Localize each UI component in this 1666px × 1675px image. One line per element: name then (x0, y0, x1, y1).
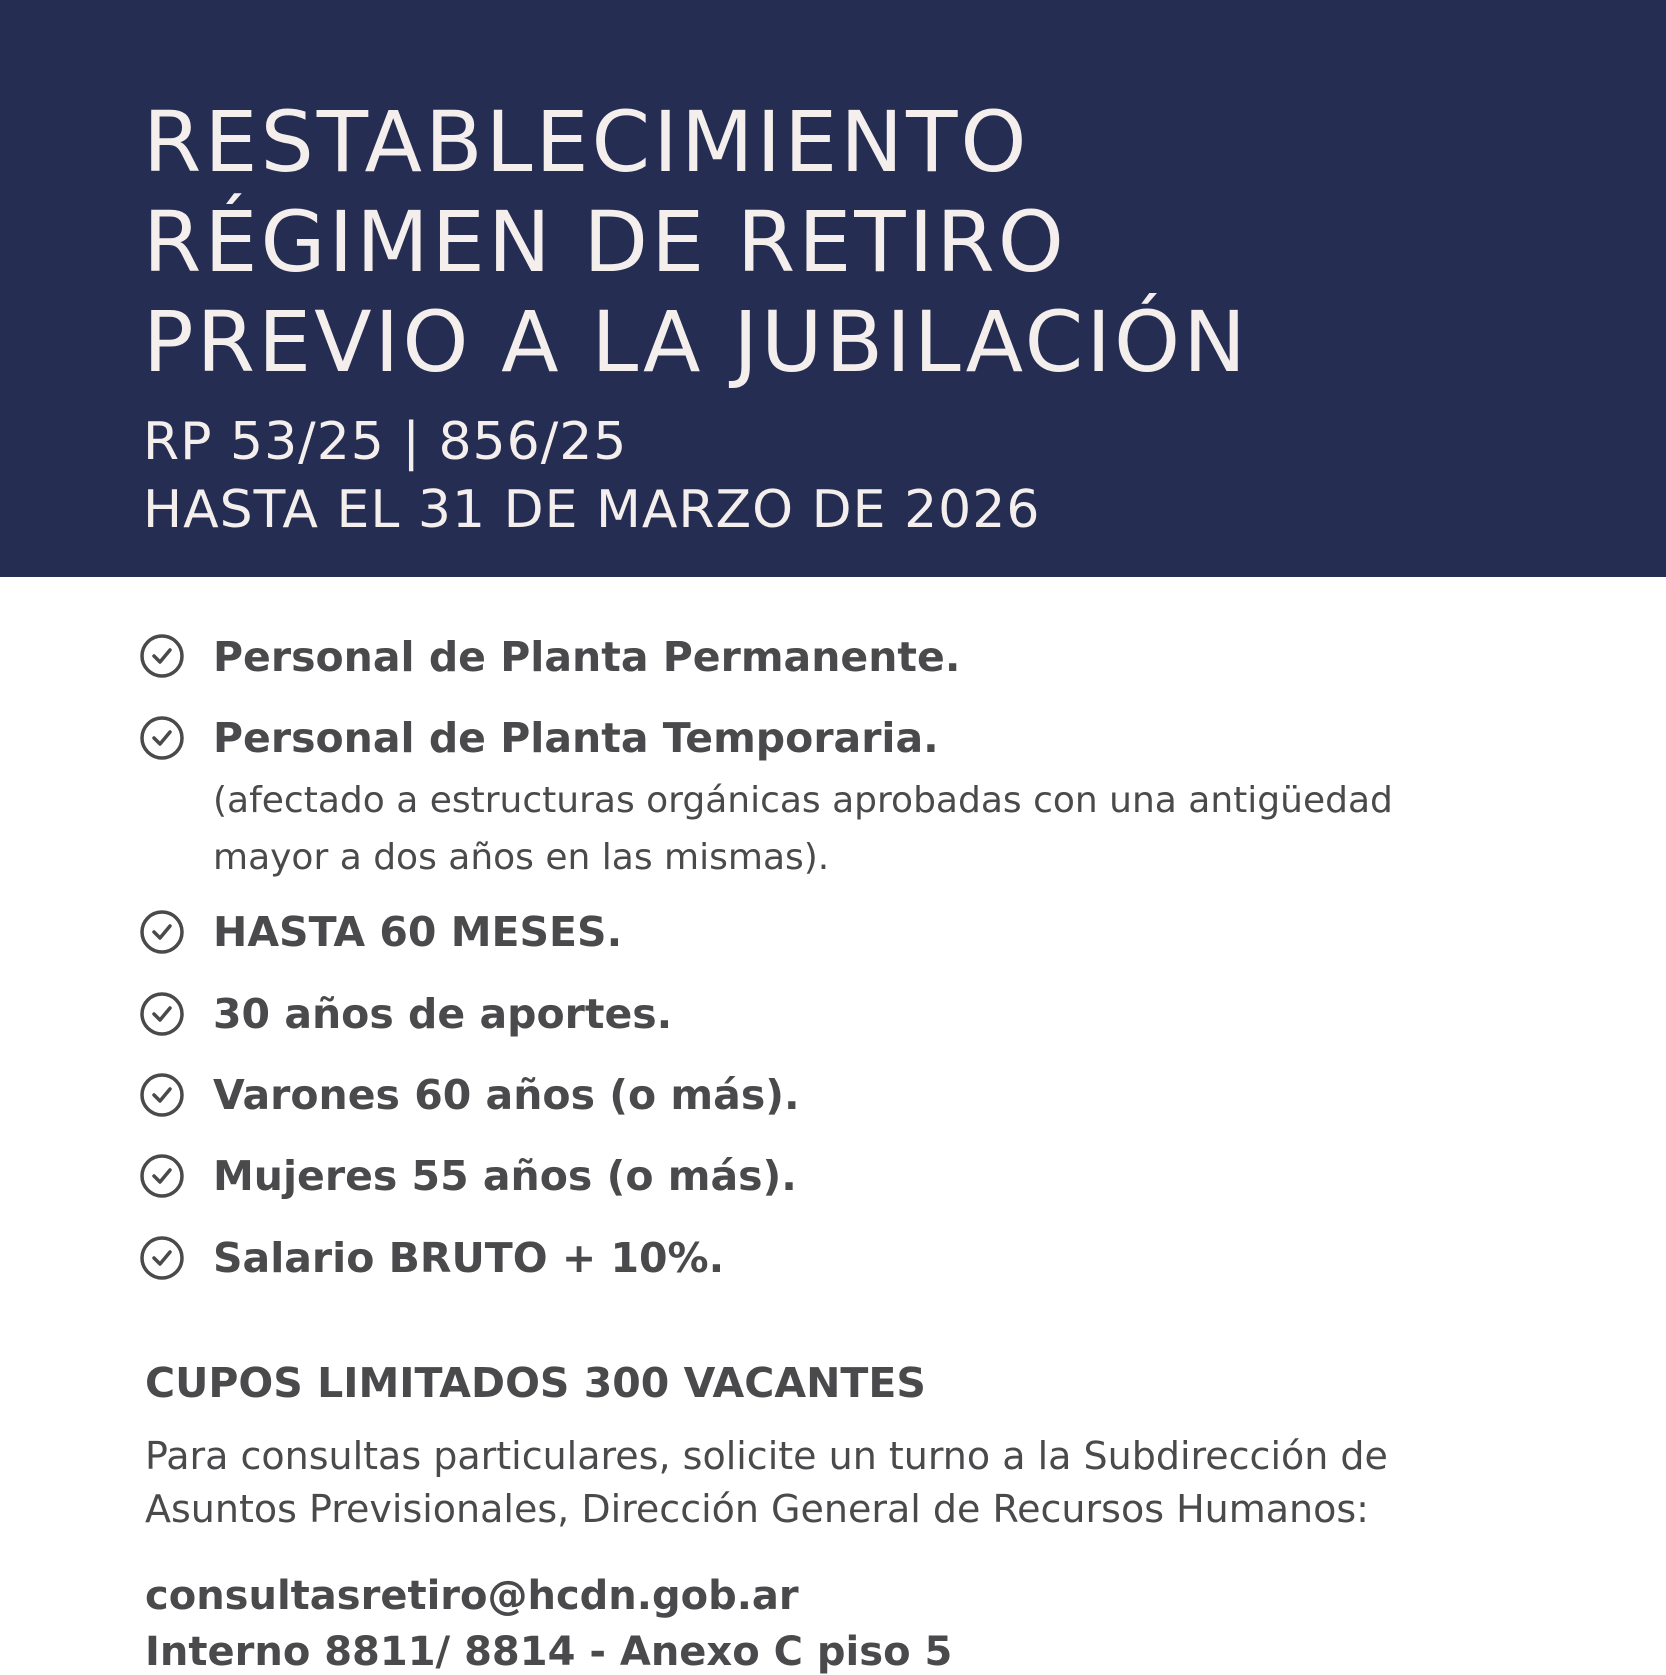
contact-phone-location: Interno 8811/ 8814 - Anexo C piso 5 (145, 1629, 953, 1675)
item-label: Varones 60 años (o más). (213, 1071, 800, 1119)
deadline-text: HASTA EL 31 DE MARZO DE 2026 (143, 480, 1041, 540)
check-circle-icon (139, 1153, 185, 1199)
contact-email[interactable]: consultasretiro@hcdn.gob.ar (145, 1573, 799, 1619)
title-line-1: RESTABLECIMIENTO (143, 93, 1030, 191)
title-line-2: RÉGIMEN DE RETIRO (143, 193, 1067, 291)
info-line-1: Para consultas particulares, solicite un turno a la Subdirección de (145, 1434, 1388, 1478)
item-label: HASTA 60 MESES. (213, 908, 623, 956)
title-line-3: PREVIO A LA JUBILACIÓN (143, 293, 1249, 391)
header-banner (0, 0, 1666, 577)
check-circle-icon (139, 715, 185, 761)
check-circle-icon (139, 633, 185, 679)
item-note-line-1: (afectado a estructuras orgánicas aprobadas con una antigüedad (213, 780, 1393, 821)
item-label: Salario BRUTO + 10%. (213, 1234, 725, 1282)
item-label: 30 años de aportes. (213, 990, 673, 1038)
info-line-2: Asuntos Previsionales, Dirección General de Recursos Humanos: (145, 1487, 1369, 1531)
check-circle-icon (139, 1072, 185, 1118)
check-circle-icon (139, 991, 185, 1037)
item-label: Mujeres 55 años (o más). (213, 1152, 797, 1200)
resolution-number: RP 53/25 | 856/25 (143, 412, 628, 472)
vacancies-heading: CUPOS LIMITADOS 300 VACANTES (145, 1359, 926, 1407)
item-label: Personal de Planta Temporaria. (213, 714, 939, 762)
check-circle-icon (139, 1235, 185, 1281)
check-circle-icon (139, 909, 185, 955)
item-note-line-2: mayor a dos años en las mismas). (213, 837, 830, 878)
item-label: Personal de Planta Permanente. (213, 633, 961, 681)
